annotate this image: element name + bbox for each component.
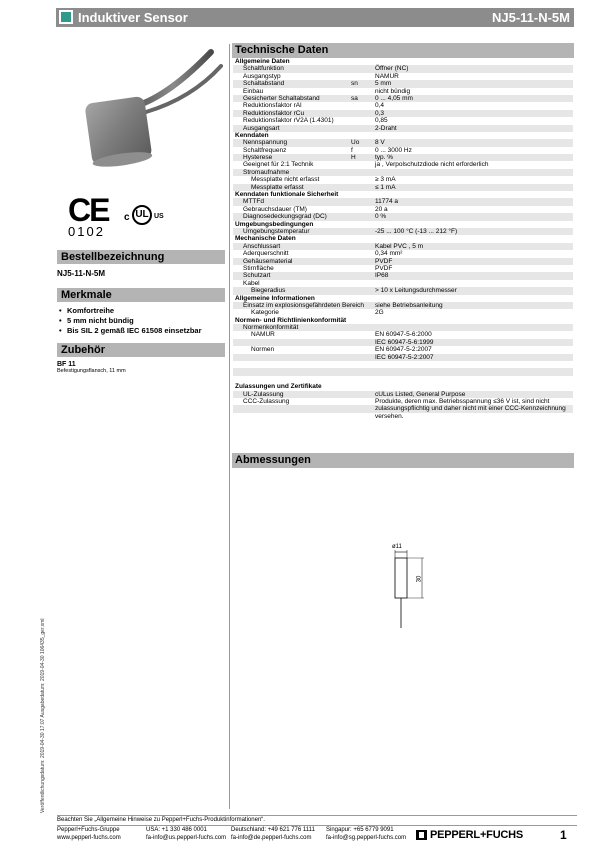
tech-data-row bbox=[233, 80, 573, 87]
feature-item: • 5 mm nicht bündig bbox=[57, 316, 225, 326]
tech-row-label: Schaltfrequenz bbox=[243, 146, 287, 154]
tech-data-row bbox=[233, 65, 573, 72]
tech-row-value: 0,3 bbox=[375, 109, 385, 117]
tech-row-label: Schaltfunktion bbox=[243, 65, 284, 73]
tech-row-label: CCC-Zulassung bbox=[243, 397, 290, 405]
footer-note: Beachten Sie „Allgemeine Hinweise zu Pepperl+Fuchs-Produktinformationen“. bbox=[57, 817, 265, 823]
tech-row-label: Kabel bbox=[243, 279, 260, 287]
footer-de-block bbox=[231, 827, 315, 842]
tech-row-label: Hysterese bbox=[243, 154, 273, 162]
tech-row-label: UL-Zulassung bbox=[243, 390, 284, 398]
dim-length-label: 30 bbox=[416, 575, 423, 583]
footer-de-mail[interactable]: fa-info@de.pepperl-fuchs.com bbox=[231, 834, 312, 841]
footer-usa-block bbox=[146, 827, 226, 842]
tech-row-symbol: Uo bbox=[351, 139, 360, 147]
tech-row-value: 0 % bbox=[375, 213, 387, 221]
feature-item: • Bis SIL 2 gemäß IEC 61508 einsetzbar bbox=[57, 326, 225, 336]
dim-diameter-label: ø11 bbox=[392, 544, 402, 550]
tech-row-label: Einsatz im explosionsgefährdeten Bereich bbox=[243, 301, 365, 309]
tech-data-row bbox=[233, 376, 573, 383]
tech-section-row bbox=[233, 191, 573, 198]
tech-data-row bbox=[233, 413, 573, 420]
tech-row-value: -25 ... 100 °C (-13 ... 212 °F) bbox=[375, 227, 458, 235]
tech-row-label: Biegeradius bbox=[251, 287, 286, 295]
ce-mark: CE bbox=[68, 192, 109, 228]
tech-section-row bbox=[233, 132, 573, 139]
tech-row-label: Einbau bbox=[243, 87, 264, 95]
tech-row-value: versehen. bbox=[375, 412, 404, 420]
tech-row-value: 2-Draht bbox=[375, 124, 397, 132]
tech-section-label: Mechanische Daten bbox=[235, 235, 296, 243]
tech-row-value: cULus Listed, General Purpose bbox=[375, 390, 466, 398]
tech-row-value: EN 60947-5-6:2000 bbox=[375, 331, 432, 339]
tech-row-value: 8 V bbox=[375, 139, 385, 147]
tech-row-value: ≥ 3 mA bbox=[375, 176, 396, 184]
accessories-heading: Zubehör bbox=[57, 343, 225, 357]
footer-sg-mail[interactable]: fa-info@sg.pepperl-fuchs.com bbox=[326, 834, 407, 841]
tech-row-label: Normen bbox=[251, 346, 275, 354]
footer-group: Pepperl+Fuchs-Gruppe bbox=[57, 827, 120, 833]
ul-mark-icon: c UL US bbox=[124, 205, 164, 227]
tech-section-label: Kenndaten funktionale Sicherheit bbox=[235, 191, 339, 199]
tech-row-label: Ausgangstyp bbox=[243, 72, 281, 80]
tech-data-row bbox=[233, 405, 573, 412]
header-bar bbox=[56, 8, 574, 27]
tech-row-label: Reduktionsfaktor rAl bbox=[243, 102, 302, 110]
order-section bbox=[57, 250, 225, 278]
feature-item: • Komfortreihe bbox=[57, 306, 225, 316]
tech-row-symbol: f bbox=[351, 146, 353, 154]
dims-heading: Abmessungen bbox=[232, 453, 574, 468]
dimension-drawing bbox=[380, 540, 440, 630]
tech-data-row bbox=[233, 272, 573, 279]
accessories-section bbox=[57, 343, 225, 374]
tech-data-row bbox=[233, 88, 573, 95]
accessory-name: BF 11 bbox=[57, 361, 76, 368]
model-number: NJ5-11-N-5M bbox=[491, 10, 570, 25]
brand-name: PEPPERL+FUCHS bbox=[430, 829, 524, 841]
tech-row-value: ja , Verpolschutzdiode nicht erforderlich bbox=[375, 161, 489, 169]
tech-data-row bbox=[233, 243, 573, 250]
tech-row-label: Gesicherter Schaltabstand bbox=[243, 94, 320, 102]
tech-section-row bbox=[233, 295, 573, 302]
footer-usa-mail[interactable]: fa-info@us.pepperl-fuchs.com bbox=[146, 834, 227, 841]
tech-row-value: 0,85 bbox=[375, 117, 388, 125]
tech-row-label: Gebrauchsdauer (TM) bbox=[243, 205, 307, 213]
features-heading: Merkmale bbox=[57, 288, 225, 302]
brand-logo-icon-white bbox=[419, 832, 424, 838]
tech-data-row bbox=[233, 391, 573, 398]
tech-row-value: IP68 bbox=[375, 272, 389, 280]
tech-data-row bbox=[233, 398, 573, 405]
tech-section-label: Normen- und Richtlinienkonformität bbox=[235, 316, 347, 324]
tech-section-row bbox=[233, 235, 573, 242]
tech-row-value: PVDF bbox=[375, 257, 393, 265]
tech-row-value: 0 ... 4,05 mm bbox=[375, 94, 413, 102]
tech-row-value: IEC 60947-5-2:2007 bbox=[375, 353, 434, 361]
features-list bbox=[57, 306, 225, 336]
tech-row-label: Gehäusematerial bbox=[243, 257, 293, 265]
tech-data-row bbox=[233, 169, 573, 176]
tech-data-row bbox=[233, 361, 573, 368]
page-number: 1 bbox=[560, 828, 567, 842]
tech-row-value: typ. % bbox=[375, 154, 394, 162]
tech-row-label: Kategorie bbox=[251, 309, 279, 317]
vertical-date-text: Veröffentlichungsdatum: 2019-04-30 17:07 Ausgabedatum: 2019-04-30 106435_ger.xml bbox=[40, 618, 46, 813]
tech-data-row bbox=[233, 161, 573, 168]
tech-row-label: NAMUR bbox=[251, 331, 275, 339]
tech-data-row bbox=[233, 73, 573, 80]
tech-row-value: ≤ 1 mA bbox=[375, 183, 396, 191]
footer-rule-2 bbox=[57, 825, 577, 826]
tech-row-value: 20 a bbox=[375, 205, 388, 213]
tech-section-label: Allgemeine Daten bbox=[235, 58, 290, 65]
tech-row-label: Ausgangsart bbox=[243, 124, 280, 132]
tech-data-row bbox=[233, 265, 573, 272]
tech-data-row bbox=[233, 280, 573, 287]
tech-data-row bbox=[233, 102, 573, 109]
tech-row-value: IEC 60947-5-6:1999 bbox=[375, 338, 434, 346]
tech-data-row bbox=[233, 206, 573, 213]
tech-section-label: Allgemeine Informationen bbox=[235, 294, 315, 302]
doc-title: Induktiver Sensor bbox=[78, 10, 188, 25]
tech-data-row bbox=[233, 125, 573, 132]
tech-data-row bbox=[233, 110, 573, 117]
tech-data-table bbox=[233, 58, 573, 420]
tech-data-row bbox=[233, 339, 573, 346]
brand-square-icon bbox=[59, 10, 73, 24]
features-section bbox=[57, 288, 225, 336]
tech-data-row bbox=[233, 258, 573, 265]
tech-data-row bbox=[233, 117, 573, 124]
tech-row-value: PVDF bbox=[375, 264, 393, 272]
tech-row-value: > 10 x Leitungsdurchmesser bbox=[375, 287, 457, 295]
tech-data-row bbox=[233, 324, 573, 331]
tech-data-row bbox=[233, 354, 573, 361]
tech-heading: Technische Daten bbox=[232, 43, 574, 58]
tech-row-value: EN 60947-5-2:2007 bbox=[375, 346, 432, 354]
tech-row-value: 0 ... 3000 Hz bbox=[375, 146, 412, 154]
tech-data-row bbox=[233, 198, 573, 205]
tech-data-row bbox=[233, 139, 573, 146]
tech-data-row bbox=[233, 302, 573, 309]
tech-row-label: Nennspannung bbox=[243, 139, 288, 147]
tech-row-label: Schaltabstand bbox=[243, 80, 285, 88]
tech-data-row bbox=[233, 147, 573, 154]
order-heading: Bestellbezeichnung bbox=[57, 250, 225, 264]
footer-rule bbox=[57, 815, 577, 816]
tech-section-row bbox=[233, 221, 573, 228]
tech-row-value: 5 mm bbox=[375, 80, 392, 88]
tech-row-label: Diagnosedeckungsgrad (DC) bbox=[243, 213, 327, 221]
tech-row-symbol: H bbox=[351, 154, 356, 162]
order-value: NJ5-11-N-5M bbox=[57, 269, 106, 278]
column-divider bbox=[229, 44, 230, 809]
tech-row-label: Anschlussart bbox=[243, 242, 281, 250]
tech-row-label: MTTFd bbox=[243, 198, 264, 206]
ce-number: 0102 bbox=[68, 224, 105, 239]
tech-row-value: Öffner (NC) bbox=[375, 65, 409, 73]
tech-data-row bbox=[233, 368, 573, 375]
tech-row-label: Reduktionsfaktor rCu bbox=[243, 109, 305, 117]
tech-data-row bbox=[233, 250, 573, 257]
footer-web-link[interactable]: www.pepperl-fuchs.com bbox=[57, 834, 121, 841]
tech-row-label: Schutzart bbox=[243, 272, 271, 280]
tech-row-label: Stirnfläche bbox=[243, 264, 274, 272]
tech-section-row bbox=[233, 317, 573, 324]
tech-data-row bbox=[233, 154, 573, 161]
tech-data-row bbox=[233, 228, 573, 235]
tech-row-label: Umgebungstemperatur bbox=[243, 227, 310, 235]
footer-sg-block bbox=[326, 827, 406, 842]
tech-row-value: NAMUR bbox=[375, 72, 399, 80]
footer-de-phone: Deutschland: +49 621 776 1111 bbox=[231, 827, 315, 833]
tech-row-label: Messplatte erfasst bbox=[251, 183, 304, 191]
footer-group-block bbox=[57, 827, 121, 842]
tech-row-value: 0,34 mm² bbox=[375, 250, 403, 258]
tech-data-row bbox=[233, 309, 573, 316]
tech-row-symbol: sa bbox=[351, 94, 358, 102]
tech-row-label: Geeignet für 2:1 Technik bbox=[243, 161, 314, 169]
product-image bbox=[66, 48, 226, 178]
footer-sg-phone: Singapur: +65 6779 9091 bbox=[326, 827, 394, 833]
tech-row-value: 2G bbox=[375, 309, 384, 317]
tech-row-label: Stromaufnahme bbox=[243, 168, 290, 176]
tech-section-label: Umgebungsbedingungen bbox=[235, 220, 314, 228]
tech-section-label: Zulassungen und Zertifikate bbox=[235, 383, 322, 391]
footer-usa-phone: USA: +1 330 486 0001 bbox=[146, 827, 207, 833]
tech-data-row bbox=[233, 331, 573, 338]
accessory-desc: Befestigungsflansch, 11 mm bbox=[57, 368, 126, 374]
tech-row-value: zulassungspflichtig und daher nicht mit einer CCC-Kennzeichnung bbox=[375, 405, 566, 413]
tech-row-label: Normenkonformität bbox=[243, 324, 299, 332]
tech-section-label: Kenndaten bbox=[235, 131, 269, 139]
tech-row-symbol: sn bbox=[351, 80, 358, 88]
tech-row-value: Produkte, deren max. Betriebsspannung ≤36 V ist, sind nicht bbox=[375, 397, 550, 405]
tech-row-value: 0,4 bbox=[375, 102, 385, 110]
tech-data-row bbox=[233, 346, 573, 353]
tech-row-value: siehe Betriebsanleitung bbox=[375, 301, 443, 309]
tech-row-value: 11774 a bbox=[375, 198, 399, 206]
tech-row-label: Aderquerschnitt bbox=[243, 250, 289, 258]
tech-data-row bbox=[233, 213, 573, 220]
tech-data-row bbox=[233, 176, 573, 183]
tech-data-row bbox=[233, 184, 573, 191]
tech-section-row bbox=[233, 383, 573, 390]
tech-row-value: nicht bündig bbox=[375, 87, 411, 95]
tech-data-row bbox=[233, 95, 573, 102]
tech-row-value: Kabel PVC , 5 m bbox=[375, 242, 424, 250]
tech-data-row bbox=[233, 287, 573, 294]
tech-row-label: Reduktionsfaktor rV2A (1.4301) bbox=[243, 117, 334, 125]
tech-row-label: Messplatte nicht erfasst bbox=[251, 176, 320, 184]
